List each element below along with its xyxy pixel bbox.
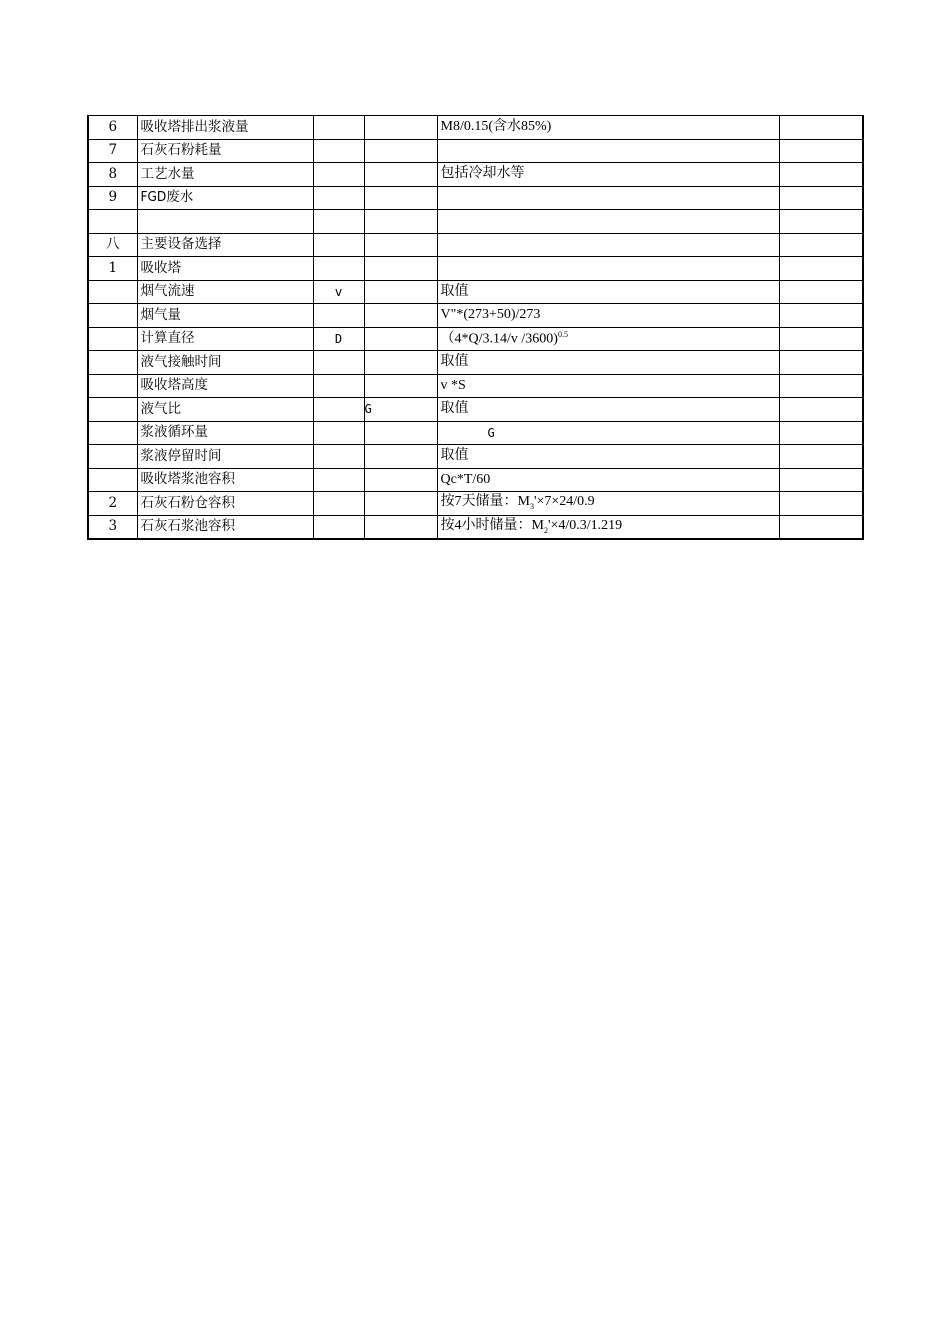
section-title: 主要设备选择 xyxy=(137,233,313,257)
formula-cell xyxy=(437,257,779,281)
formula-cell xyxy=(437,327,779,351)
row-number: 8 xyxy=(88,163,137,187)
item-name: FGD废水 xyxy=(137,186,313,210)
formula-cell: v *S xyxy=(437,374,779,398)
formula-cell: 包括冷却水等 xyxy=(437,163,779,187)
symbol-cell-2 xyxy=(364,374,437,398)
value-cell xyxy=(779,139,863,163)
formula-prefix: 按4小时储量：M xyxy=(440,517,544,533)
symbol-cell-2 xyxy=(364,351,437,375)
formula-cell: Qc*T/60 xyxy=(437,468,779,492)
item-name: 吸收塔 xyxy=(137,257,313,281)
table-row xyxy=(88,139,863,163)
table-row xyxy=(88,257,863,281)
symbol-cell xyxy=(313,445,364,469)
formula-cell xyxy=(437,139,779,163)
symbol-cell xyxy=(313,139,364,163)
symbol-cell xyxy=(313,257,364,281)
formula-cell xyxy=(437,210,779,234)
formula-suffix: '×7×24/0.9 xyxy=(533,494,595,510)
item-name: 吸收塔排出浆液量 xyxy=(137,116,313,140)
value-cell xyxy=(779,163,863,187)
symbol-cell-2 xyxy=(364,421,437,445)
symbol-cell xyxy=(313,374,364,398)
symbol-cell-2 xyxy=(364,186,437,210)
symbol-cell xyxy=(313,304,364,328)
symbol-cell xyxy=(313,515,364,539)
item-name: 液气接触时间 xyxy=(137,351,313,375)
row-number xyxy=(88,421,137,445)
symbol-cell-2 xyxy=(364,257,437,281)
formula-prefix: 按7天储量：M xyxy=(440,494,530,510)
symbol-cell-2 xyxy=(364,163,437,187)
formula-cell: 取值 xyxy=(437,280,779,304)
symbol-cell-2 xyxy=(364,304,437,328)
symbol-cell-2 xyxy=(364,139,437,163)
formula-cell: M8/0.15(含水85%) xyxy=(437,116,779,140)
equipment-calc-table xyxy=(87,115,864,540)
symbol-cell-2 xyxy=(364,327,437,351)
item-name: 吸收塔浆池容积 xyxy=(137,468,313,492)
symbol-cell: v xyxy=(313,280,364,304)
symbol-cell xyxy=(313,163,364,187)
value-cell xyxy=(779,116,863,140)
row-number xyxy=(88,374,137,398)
value-cell xyxy=(779,257,863,281)
formula-cell: 取值 xyxy=(437,445,779,469)
symbol-cell xyxy=(313,492,364,516)
table-row xyxy=(88,351,863,375)
symbol-cell-2 xyxy=(364,280,437,304)
symbol-cell: D xyxy=(313,327,364,351)
table-row xyxy=(88,163,863,187)
row-number: 7 xyxy=(88,139,137,163)
row-number xyxy=(88,327,137,351)
value-cell xyxy=(779,327,863,351)
item-name: 石灰石粉仓容积 xyxy=(137,492,313,516)
table-row xyxy=(88,233,863,257)
symbol-cell-2 xyxy=(364,492,437,516)
row-number: 6 xyxy=(88,116,137,140)
formula-subscript: 3 xyxy=(529,502,534,512)
formula-cell xyxy=(437,233,779,257)
symbol-cell xyxy=(313,186,364,210)
formula-cell: 取值 xyxy=(437,351,779,375)
value-cell xyxy=(779,304,863,328)
item-name: 浆液停留时间 xyxy=(137,445,313,469)
item-name: 工艺水量 xyxy=(137,163,313,187)
symbol-cell-2 xyxy=(364,233,437,257)
table-row xyxy=(88,492,863,516)
formula-text: （4*Q/3.14/v /3600) xyxy=(440,331,558,347)
row-number xyxy=(88,304,137,328)
table-row xyxy=(88,515,863,539)
value-cell xyxy=(779,280,863,304)
symbol-cell-2 xyxy=(364,468,437,492)
table-row xyxy=(88,445,863,469)
row-number xyxy=(88,351,137,375)
symbol-cell xyxy=(313,351,364,375)
value-cell xyxy=(779,421,863,445)
value-cell xyxy=(779,492,863,516)
formula-subscript: 2 xyxy=(543,525,548,535)
row-number: 3 xyxy=(88,515,137,539)
symbol-cell xyxy=(313,421,364,445)
symbol-cell xyxy=(313,116,364,140)
formula-cell xyxy=(437,515,779,539)
table-row xyxy=(88,116,863,140)
value-cell xyxy=(779,515,863,539)
table-row xyxy=(88,421,863,445)
row-number xyxy=(88,445,137,469)
symbol-cell xyxy=(313,210,364,234)
value-cell xyxy=(779,186,863,210)
item-name: 石灰石粉耗量 xyxy=(137,139,313,163)
row-number: 2 xyxy=(88,492,137,516)
item-name: 吸收塔高度 xyxy=(137,374,313,398)
table-row xyxy=(88,398,863,422)
table-body xyxy=(88,116,863,540)
formula-cell: 取值 xyxy=(437,398,779,422)
symbol-cell-2: G xyxy=(364,398,437,422)
row-number xyxy=(88,468,137,492)
symbol-cell xyxy=(313,233,364,257)
row-number: 9 xyxy=(88,186,137,210)
table-row xyxy=(88,210,863,234)
table-row xyxy=(88,327,863,351)
symbol-cell-2 xyxy=(364,210,437,234)
value-cell xyxy=(779,468,863,492)
item-name: 烟气流速 xyxy=(137,280,313,304)
symbol-cell-2 xyxy=(364,116,437,140)
table-row xyxy=(88,374,863,398)
value-cell xyxy=(779,233,863,257)
formula-cell: V"*(273+50)/273 xyxy=(437,304,779,328)
item-name: 石灰石浆池容积 xyxy=(137,515,313,539)
section-number: 八 xyxy=(88,233,137,257)
formula-exponent: 0.5 xyxy=(557,329,568,339)
table-row xyxy=(88,304,863,328)
value-cell xyxy=(779,445,863,469)
formula-cell xyxy=(437,186,779,210)
item-name: 液气比 xyxy=(137,398,313,422)
symbol-cell-2 xyxy=(364,515,437,539)
table-row xyxy=(88,186,863,210)
symbol-cell xyxy=(313,468,364,492)
table-row xyxy=(88,468,863,492)
item-name: 烟气量 xyxy=(137,304,313,328)
table-row xyxy=(88,280,863,304)
item-name: 计算直径 xyxy=(137,327,313,351)
row-number xyxy=(88,398,137,422)
value-cell xyxy=(779,210,863,234)
value-cell xyxy=(779,374,863,398)
symbol-cell-2 xyxy=(364,445,437,469)
value-cell xyxy=(779,398,863,422)
formula-suffix: '×4/0.3/1.219 xyxy=(547,517,623,533)
formula-cell xyxy=(437,492,779,516)
row-number xyxy=(88,210,137,234)
formula-cell: G xyxy=(437,421,779,445)
symbol-cell xyxy=(313,398,364,422)
item-name: 浆液循环量 xyxy=(137,421,313,445)
item-name xyxy=(137,210,313,234)
row-number: 1 xyxy=(88,257,137,281)
row-number xyxy=(88,280,137,304)
value-cell xyxy=(779,351,863,375)
